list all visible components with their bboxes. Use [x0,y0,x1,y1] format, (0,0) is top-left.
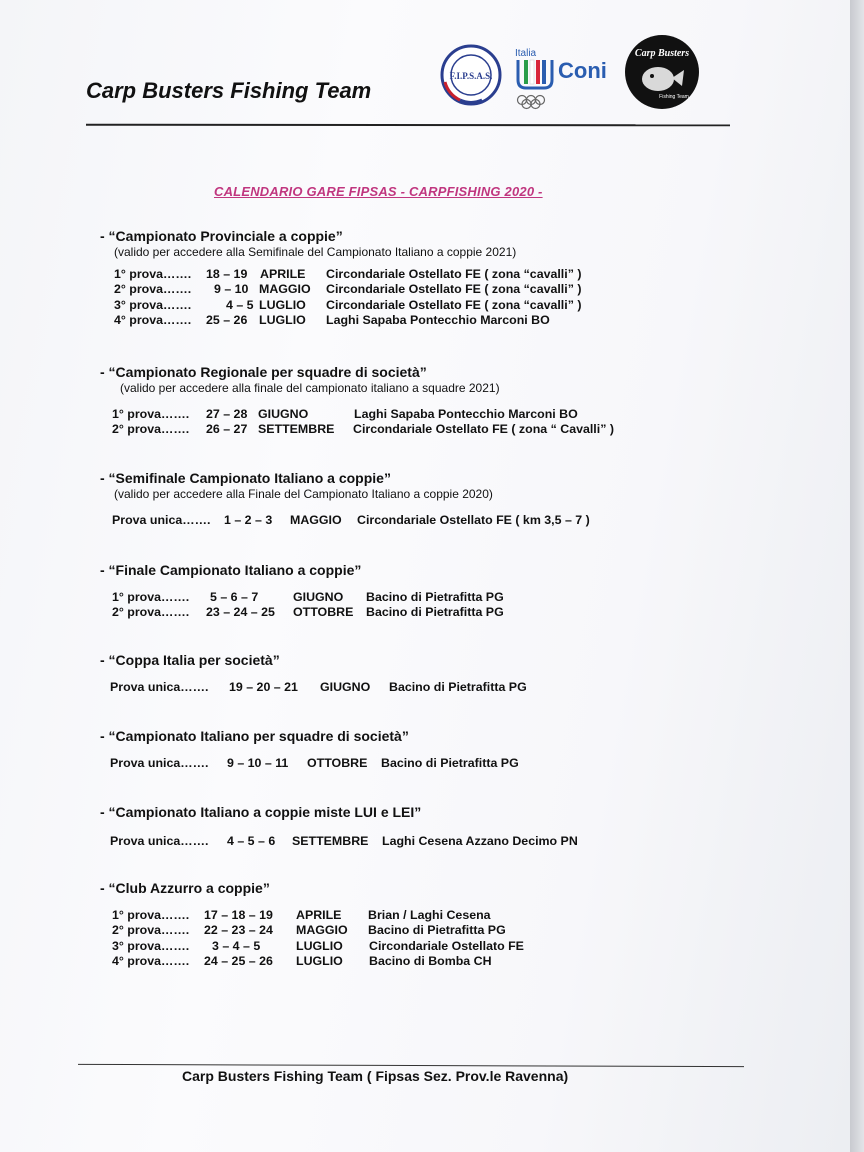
race-month: GIUGNO [320,680,371,694]
race-row [112,312,550,328]
race-prova: 4° prova……. [114,312,192,327]
section-semifinale [100,470,590,528]
race-place: Laghi Sapaba Pontecchio Marconi BO [354,407,578,421]
section-title: - “Coppa Italia per società” [100,652,280,668]
race-days: 4 – 5 [226,297,254,312]
race-place: Circondariale Ostellato FE ( km 3,5 – 7 ) [357,513,590,527]
race-place: Laghi Cesena Azzano Decimo PN [382,834,578,848]
race-days: 17 – 18 – 19 [204,908,273,922]
section-note: (valido per accedere alla Finale del Campionato Italiano a coppie 2020) [114,487,493,501]
race-days: 26 – 27 [206,422,248,437]
race-place: Circondariale Ostellato FE ( zona “ Cavalli” ) [353,422,614,437]
race-prova: 1° prova……. [114,267,192,281]
race-prova: Prova unica……. [112,513,211,527]
race-row [112,422,614,437]
race-days: 1 – 2 – 3 [224,513,273,527]
section-coppie-miste [100,804,578,849]
race-place: Bacino di Pietrafitta PG [368,923,506,938]
race-prova: 2° prova……. [112,605,190,620]
race-prova: 2° prova……. [112,923,190,938]
race-prova: Prova unica……. [110,834,209,848]
fipsas-logo-text: F.I.P.S.A.S. [449,71,493,81]
race-place: Bacino di Pietrafitta PG [389,680,527,694]
race-days: 18 – 19 [206,267,248,281]
race-prova: Prova unica……. [110,680,209,694]
race-prova: 3° prova……. [114,297,192,312]
section-coppa-italia [100,652,527,695]
race-row [112,605,504,620]
race-row [112,513,590,528]
section-title: - “Campionato Regionale per squadre di società” [100,364,427,380]
section-note: (valido per accedere alla Semifinale del Campionato Italiano a coppie 2021) [114,245,517,259]
race-days: 9 – 10 – 11 [227,756,289,770]
carp-busters-logo-subtext: Fishing Team [659,94,689,100]
race-month: LUGLIO [296,953,343,968]
race-month: SETTEMBRE [258,422,335,437]
race-month: MAGGIO [290,513,342,527]
race-row [112,407,578,422]
race-place: Laghi Sapaba Pontecchio Marconi BO [326,312,550,327]
race-month: LUGLIO [259,312,306,327]
race-row [112,923,506,938]
race-place: Bacino di Bomba CH [369,953,492,968]
race-row [110,834,578,849]
section-title: - “Campionato Provinciale a coppie” [100,228,343,244]
background-edge [850,0,864,1152]
race-days: 24 – 25 – 26 [204,953,273,968]
header-divider [86,124,730,127]
race-days: 22 – 23 – 24 [204,923,273,938]
race-place: Circondariale Ostellato FE ( zona “cavalli” ) [326,267,582,281]
race-prova: Prova unica……. [110,756,209,770]
race-month: SETTEMBRE [292,834,369,848]
race-month: OTTOBRE [307,756,368,770]
race-month: APRILE [260,267,306,281]
section-finale [100,562,504,621]
race-row [112,938,524,954]
coni-logo [514,44,618,110]
section-campionato-provinciale [100,228,582,328]
race-row [110,756,519,771]
race-days: 19 – 20 – 21 [229,680,298,694]
coni-logo-text: Coni [558,58,607,83]
race-days: 23 – 24 – 25 [206,605,275,620]
coni-logo-subtext: Italia [515,48,537,59]
race-month: GIUGNO [293,590,344,604]
section-title: - “Semifinale Campionato Italiano a coppie” [100,470,391,486]
race-place: Circondariale Ostellato FE [369,938,524,953]
race-month: LUGLIO [259,297,306,312]
race-prova: 3° prova……. [112,938,190,953]
race-row [112,267,582,282]
race-row [112,908,491,923]
race-place: Circondariale Ostellato FE ( zona “cavalli” ) [326,282,582,297]
race-month: MAGGIO [259,282,311,297]
section-note: (valido per accedere alla finale del campionato italiano a squadre 2021) [120,381,500,395]
race-month: OTTOBRE [293,605,354,620]
race-month: APRILE [296,908,342,922]
race-place: Bacino di Pietrafitta PG [381,756,519,770]
race-month: GIUGNO [258,407,309,421]
section-campionato-squadre [100,728,519,771]
race-prova: 1° prova……. [112,590,190,604]
race-row [112,590,504,605]
race-row [112,297,582,313]
footer-text: Carp Busters Fishing Team ( Fipsas Sez. Prov.le Ravenna) [182,1068,569,1084]
section-title: - “Campionato Italiano a coppie miste LUI e LEI” [100,804,422,820]
race-days: 3 – 4 – 5 [212,938,261,953]
carp-busters-logo [624,34,700,110]
race-month: MAGGIO [296,923,348,938]
race-prova: 1° prova……. [112,407,190,421]
race-prova: 2° prova……. [112,422,190,437]
race-row [110,680,527,695]
section-club-azzurro [100,880,524,969]
race-place: Circondariale Ostellato FE ( zona “cavalli” ) [326,297,582,312]
footer-divider [78,1064,744,1067]
section-title: - “Finale Campionato Italiano a coppie” [100,562,362,578]
race-place: Bacino di Pietrafitta PG [366,590,504,604]
carp-busters-logo-text: Carp Busters [634,48,690,59]
race-row [112,953,492,969]
race-days: 27 – 28 [206,407,248,421]
section-campionato-regionale [100,364,614,438]
fipsas-logo [440,44,502,106]
race-prova: 4° prova……. [112,953,190,968]
race-prova: 2° prova……. [114,282,192,297]
section-title: - “Campionato Italiano per squadre di società” [100,728,409,744]
race-days: 9 – 10 [214,282,249,297]
race-row [112,282,582,297]
race-days: 5 – 6 – 7 [210,590,259,604]
team-title: Carp Busters Fishing Team [86,78,372,103]
race-prova: 1° prova……. [112,908,190,922]
race-days: 4 – 5 – 6 [227,834,276,848]
section-title: - “Club Azzurro a coppie” [100,880,270,896]
race-days: 25 – 26 [206,312,248,327]
race-place: Bacino di Pietrafitta PG [366,605,504,620]
race-month: LUGLIO [296,938,343,953]
calendar-title: CALENDARIO GARE FIPSAS - CARPFISHING 2020 - [214,184,543,199]
race-place: Brian / Laghi Cesena [368,908,491,922]
